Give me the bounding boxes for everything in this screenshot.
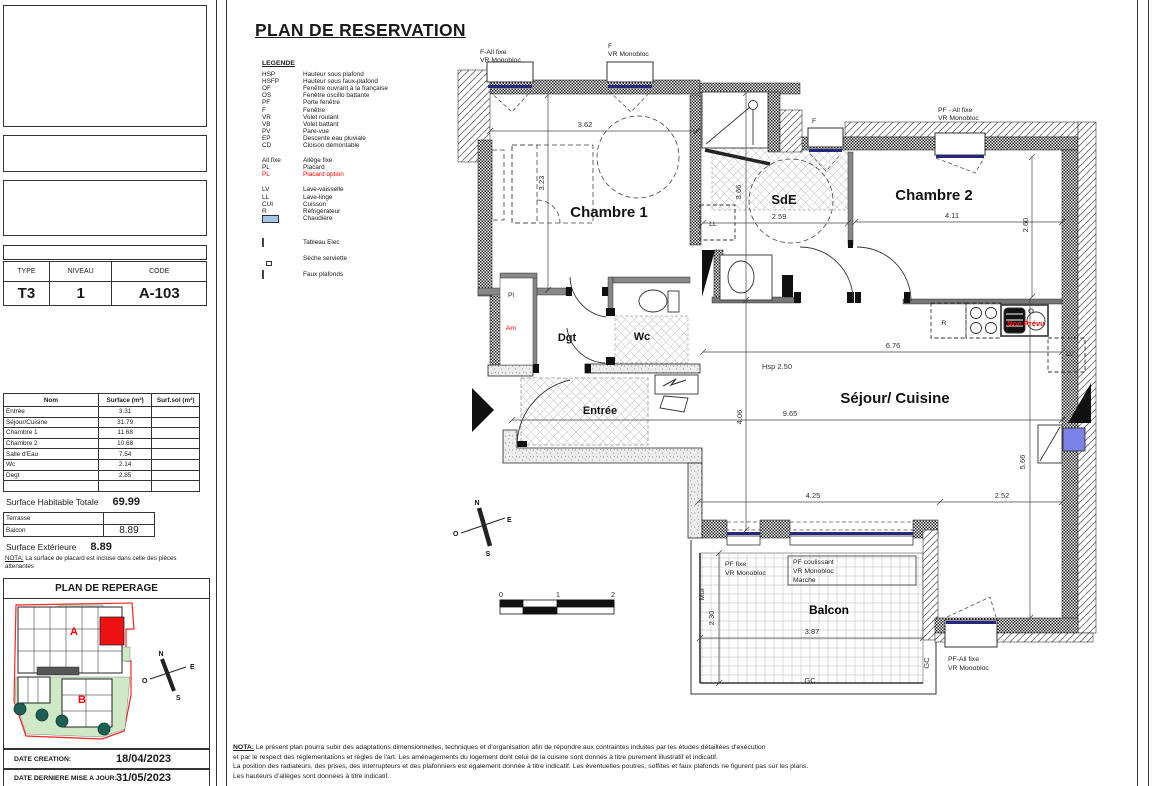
window-label: F bbox=[812, 118, 817, 125]
sde-door bbox=[800, 247, 853, 300]
dim-ch2-height: 2.60 bbox=[1021, 217, 1030, 233]
unit-a-label: A bbox=[70, 626, 78, 638]
footer-nota-line: Le présent plan pourra subir des adaptations dimensionnelles, techniques et d'organisation afin de répondre aux contraintes induites par les études détaillées d'exécution bbox=[255, 744, 766, 751]
dim-sde-height: 3.66 bbox=[734, 184, 743, 200]
gc-vertical-label: GC bbox=[922, 657, 931, 669]
faux-plafonds-icon bbox=[262, 270, 264, 279]
window-label: VR Monobloc bbox=[608, 51, 649, 58]
window-label: Marche bbox=[793, 577, 816, 584]
table-row bbox=[4, 481, 200, 492]
lv-label: LV bbox=[1066, 351, 1074, 358]
refrigerateur-label: R bbox=[941, 320, 947, 327]
legend-item: EP Descente eau pluviale bbox=[262, 134, 366, 142]
unit-b-label: B bbox=[78, 694, 86, 706]
non-prevu-label: Non Prévu bbox=[1007, 319, 1045, 328]
room-label-dgt: Dgt bbox=[557, 332, 577, 344]
placard-closet bbox=[500, 278, 533, 365]
room-label-wc: Wc bbox=[633, 331, 651, 343]
highlighted-unit-a103 bbox=[100, 617, 124, 645]
table-row: Terrasse bbox=[4, 513, 155, 525]
table-row: Séjour/Cuisine 31.79 bbox=[4, 417, 200, 428]
footer-nota-line: La position des radiateurs, des prises, des interrupteurs et des plafonniers est également donnée à titre indicatif. Les éventuelles poutres, soffites et faux plafonds ne figurent pas sur les plans. bbox=[233, 763, 809, 771]
window-label: PF fixe bbox=[725, 561, 747, 568]
hsp-label: Hsp 2.50 bbox=[761, 362, 793, 371]
room-label-sejour: Séjour/ Cuisine bbox=[840, 390, 950, 407]
logo-box-1 bbox=[3, 5, 207, 127]
table-row: Wc 2.14 bbox=[4, 459, 200, 470]
entrance-arrow-icon bbox=[472, 388, 494, 432]
placard-label: Pl bbox=[507, 292, 515, 299]
plan-compass bbox=[453, 500, 512, 558]
page-title: PLAN DE RESERVATION bbox=[255, 19, 466, 40]
niveau-value: 1 bbox=[49, 282, 112, 306]
dim-sejour-height: 4.06 bbox=[735, 409, 744, 425]
surface-col-sol: Surf.sol (m²) bbox=[152, 394, 200, 407]
compass-s: S bbox=[485, 551, 491, 558]
placard-option-label: Am bbox=[505, 325, 517, 332]
compass-s: S bbox=[176, 695, 181, 702]
dim-ch2-width: 4.11 bbox=[944, 211, 960, 220]
window-label: VR Monobloc bbox=[938, 115, 979, 122]
dim-ch1-height: 3.23 bbox=[537, 175, 546, 191]
table-row: Entrée 3.31 bbox=[4, 407, 200, 418]
legend-item: PL Placard bbox=[262, 164, 325, 172]
legend-item: F Fenêtre bbox=[262, 106, 326, 114]
hotplates bbox=[966, 303, 1001, 338]
room-label-sde: SdE bbox=[771, 192, 797, 207]
dim-ch1-width: 3.62 bbox=[577, 120, 593, 129]
window-ch2 bbox=[935, 133, 985, 173]
tableau-elec bbox=[655, 375, 698, 412]
window-label: F-All fixe bbox=[480, 49, 507, 56]
dim-bay1: 4.25 bbox=[805, 491, 821, 500]
compass-o: O bbox=[142, 678, 148, 685]
legend-item-tableau-elec: Tableau Elec bbox=[262, 236, 497, 249]
legend-item: All fixe Allège fixe bbox=[262, 157, 333, 165]
scale-bar bbox=[499, 590, 615, 614]
niveau-header: NIVEAU bbox=[49, 262, 112, 282]
legend-item-seche-serviette: Sèche serviette bbox=[303, 254, 348, 262]
compass-n: N bbox=[474, 500, 480, 507]
surface-habitable-total: Surface Habitable Totale 69.99 bbox=[6, 496, 140, 508]
footer-nota-line: et par le respect des réglementations et règles de l'art. Les aménagements du logement dont celui de la cuisine sont donnés à titre purement illustratif et indicatif. bbox=[233, 753, 718, 761]
legend-item: OF Fenêtre ouvrant à la française bbox=[262, 85, 388, 93]
window-sejour-fixed bbox=[727, 522, 760, 545]
window-label: PF coulissant bbox=[793, 559, 834, 566]
logo-box-3 bbox=[3, 180, 207, 236]
legend-item: PV Pare-vue bbox=[262, 127, 329, 135]
sidebar-nota: NOTA: La surface de placard est incluse dans celle des pièces attenantes bbox=[5, 555, 177, 570]
window-se bbox=[945, 597, 997, 647]
date-creation-row bbox=[3, 749, 210, 769]
plan-de-reperage bbox=[3, 578, 210, 749]
footer-nota-label: NOTA: bbox=[233, 744, 255, 751]
table-row: Chambre 1 11.68 bbox=[4, 428, 200, 439]
type-value: T3 bbox=[4, 282, 50, 306]
reperage-title: PLAN DE REPERAGE bbox=[4, 579, 209, 599]
table-row: Degt 2.85 bbox=[4, 470, 200, 481]
chaudiere bbox=[1063, 428, 1085, 451]
legend-item: HSP Hauteur sous plafond bbox=[262, 71, 364, 79]
date-creation-value: 18/04/2023 bbox=[116, 753, 172, 765]
table-row: Balcon 8.89 bbox=[4, 525, 155, 537]
window-label: VR Monobloc bbox=[948, 665, 989, 672]
table-row: Chambre 2 10.68 bbox=[4, 438, 200, 449]
type-header: TYPE bbox=[4, 262, 50, 282]
mur-label: Mur bbox=[697, 587, 706, 601]
window-label: PF - All fixe bbox=[938, 107, 973, 114]
legend-item: HSFP Hauteur sous faux-plafond bbox=[262, 78, 378, 86]
exterior-table bbox=[3, 512, 155, 537]
ll-label: LL bbox=[709, 221, 717, 228]
reperage-map bbox=[4, 599, 206, 745]
room-label-balcon: Balcon bbox=[808, 603, 850, 617]
dim-kitchen-width: 6.76 bbox=[885, 341, 901, 350]
hatched-strip bbox=[37, 667, 79, 675]
footer-nota bbox=[233, 743, 963, 782]
legend-item: OS Fenêtre oscillo battante bbox=[262, 92, 370, 100]
compass-e: E bbox=[190, 664, 195, 671]
gc-horizontal-label: GC bbox=[804, 676, 816, 685]
window-label: VR Monobloc bbox=[725, 570, 766, 577]
floor-plan bbox=[430, 40, 1140, 740]
compass-n: N bbox=[158, 651, 164, 658]
legend-item-faux-plafonds: Faux plafonds bbox=[262, 268, 497, 281]
date-maj-row bbox=[3, 769, 210, 786]
dim-bay2: 2.52 bbox=[994, 491, 1010, 500]
dim-balcon-width: 3.87 bbox=[804, 627, 820, 636]
sheet-border-right-outer bbox=[1148, 0, 1149, 786]
room-label-chambre1: Chambre 1 bbox=[570, 204, 648, 221]
refrigerateur-box bbox=[931, 303, 966, 338]
legend-item: CD Cloison démontable bbox=[262, 142, 360, 150]
surface-exterieure-total: Surface Extérieure 8.89 bbox=[6, 541, 112, 553]
legend-title: LEGENDE bbox=[262, 60, 295, 67]
logo-box-2 bbox=[3, 135, 207, 172]
chambre1-door bbox=[570, 277, 606, 317]
legend-item: VB Volet battant bbox=[262, 120, 339, 128]
window-label: VR Monobloc bbox=[793, 568, 834, 575]
scale-2: 2 bbox=[610, 590, 616, 599]
footer-nota-line: Les hauteurs d'allèges sont données à titre indicatif. bbox=[233, 773, 390, 781]
dim-balcon-height: 2.30 bbox=[707, 610, 716, 626]
date-maj-value: 31/05/2023 bbox=[116, 772, 172, 784]
code-value: A-103 bbox=[112, 282, 207, 306]
chambre2-door bbox=[857, 247, 911, 301]
table-row: Salle d'Eau 7.54 bbox=[4, 449, 200, 460]
dim-sejour-width: 9.65 bbox=[782, 409, 798, 418]
room-label-entree: Entrée bbox=[582, 405, 618, 417]
window-label: PF-All fixe bbox=[948, 656, 979, 663]
date-creation-label: DATE CREATION: bbox=[14, 755, 72, 763]
date-maj-label: DATE DERNIERE MISE A JOUR: bbox=[14, 774, 117, 782]
dim-sde-width: 2.59 bbox=[771, 212, 787, 221]
legend-item: LV Lave-vaisselle bbox=[262, 186, 344, 194]
window-ch1-left bbox=[487, 62, 533, 112]
window-label: VR Monobloc bbox=[480, 57, 521, 64]
surface-col-nom: Nom bbox=[4, 394, 99, 407]
flap-cabinet bbox=[1038, 425, 1062, 463]
surface-table bbox=[3, 393, 200, 492]
legend-item-placard-option: PL Placard option bbox=[262, 171, 344, 179]
compass-e: E bbox=[507, 517, 512, 524]
code-header: CODE bbox=[112, 262, 207, 282]
surface-col-surface: Surface (m²) bbox=[98, 394, 151, 407]
window-ch1-right bbox=[607, 62, 653, 112]
type-table bbox=[3, 261, 207, 306]
dim-east-height: 5.66 bbox=[1018, 454, 1027, 470]
sheet-border-left-inner bbox=[226, 0, 227, 786]
tableau-elec-icon bbox=[262, 238, 264, 247]
room-label-chambre2: Chambre 2 bbox=[895, 187, 973, 204]
reperage-compass bbox=[142, 651, 195, 702]
scale-0: 0 bbox=[498, 590, 504, 599]
legend-item-chaudiere: Chaudière bbox=[262, 215, 497, 225]
logo-box-4 bbox=[3, 245, 207, 260]
legend-item: VR Volet roulant bbox=[262, 113, 339, 121]
window-sejour-sliding bbox=[790, 522, 913, 545]
compass-o: O bbox=[453, 531, 459, 538]
window-label: F bbox=[608, 43, 613, 50]
sheet-border-left-outer bbox=[216, 0, 217, 786]
toilet bbox=[639, 290, 679, 312]
scale-1: 1 bbox=[555, 590, 561, 599]
legend-item: R Réfrigérateur bbox=[262, 207, 341, 215]
legend-item: LL Lave-linge bbox=[262, 193, 333, 201]
legend-item: PF Porte fenêtre bbox=[262, 99, 340, 107]
legend-item: CUI Cuisson bbox=[262, 200, 327, 208]
chaudiere-swatch-icon bbox=[262, 215, 279, 223]
